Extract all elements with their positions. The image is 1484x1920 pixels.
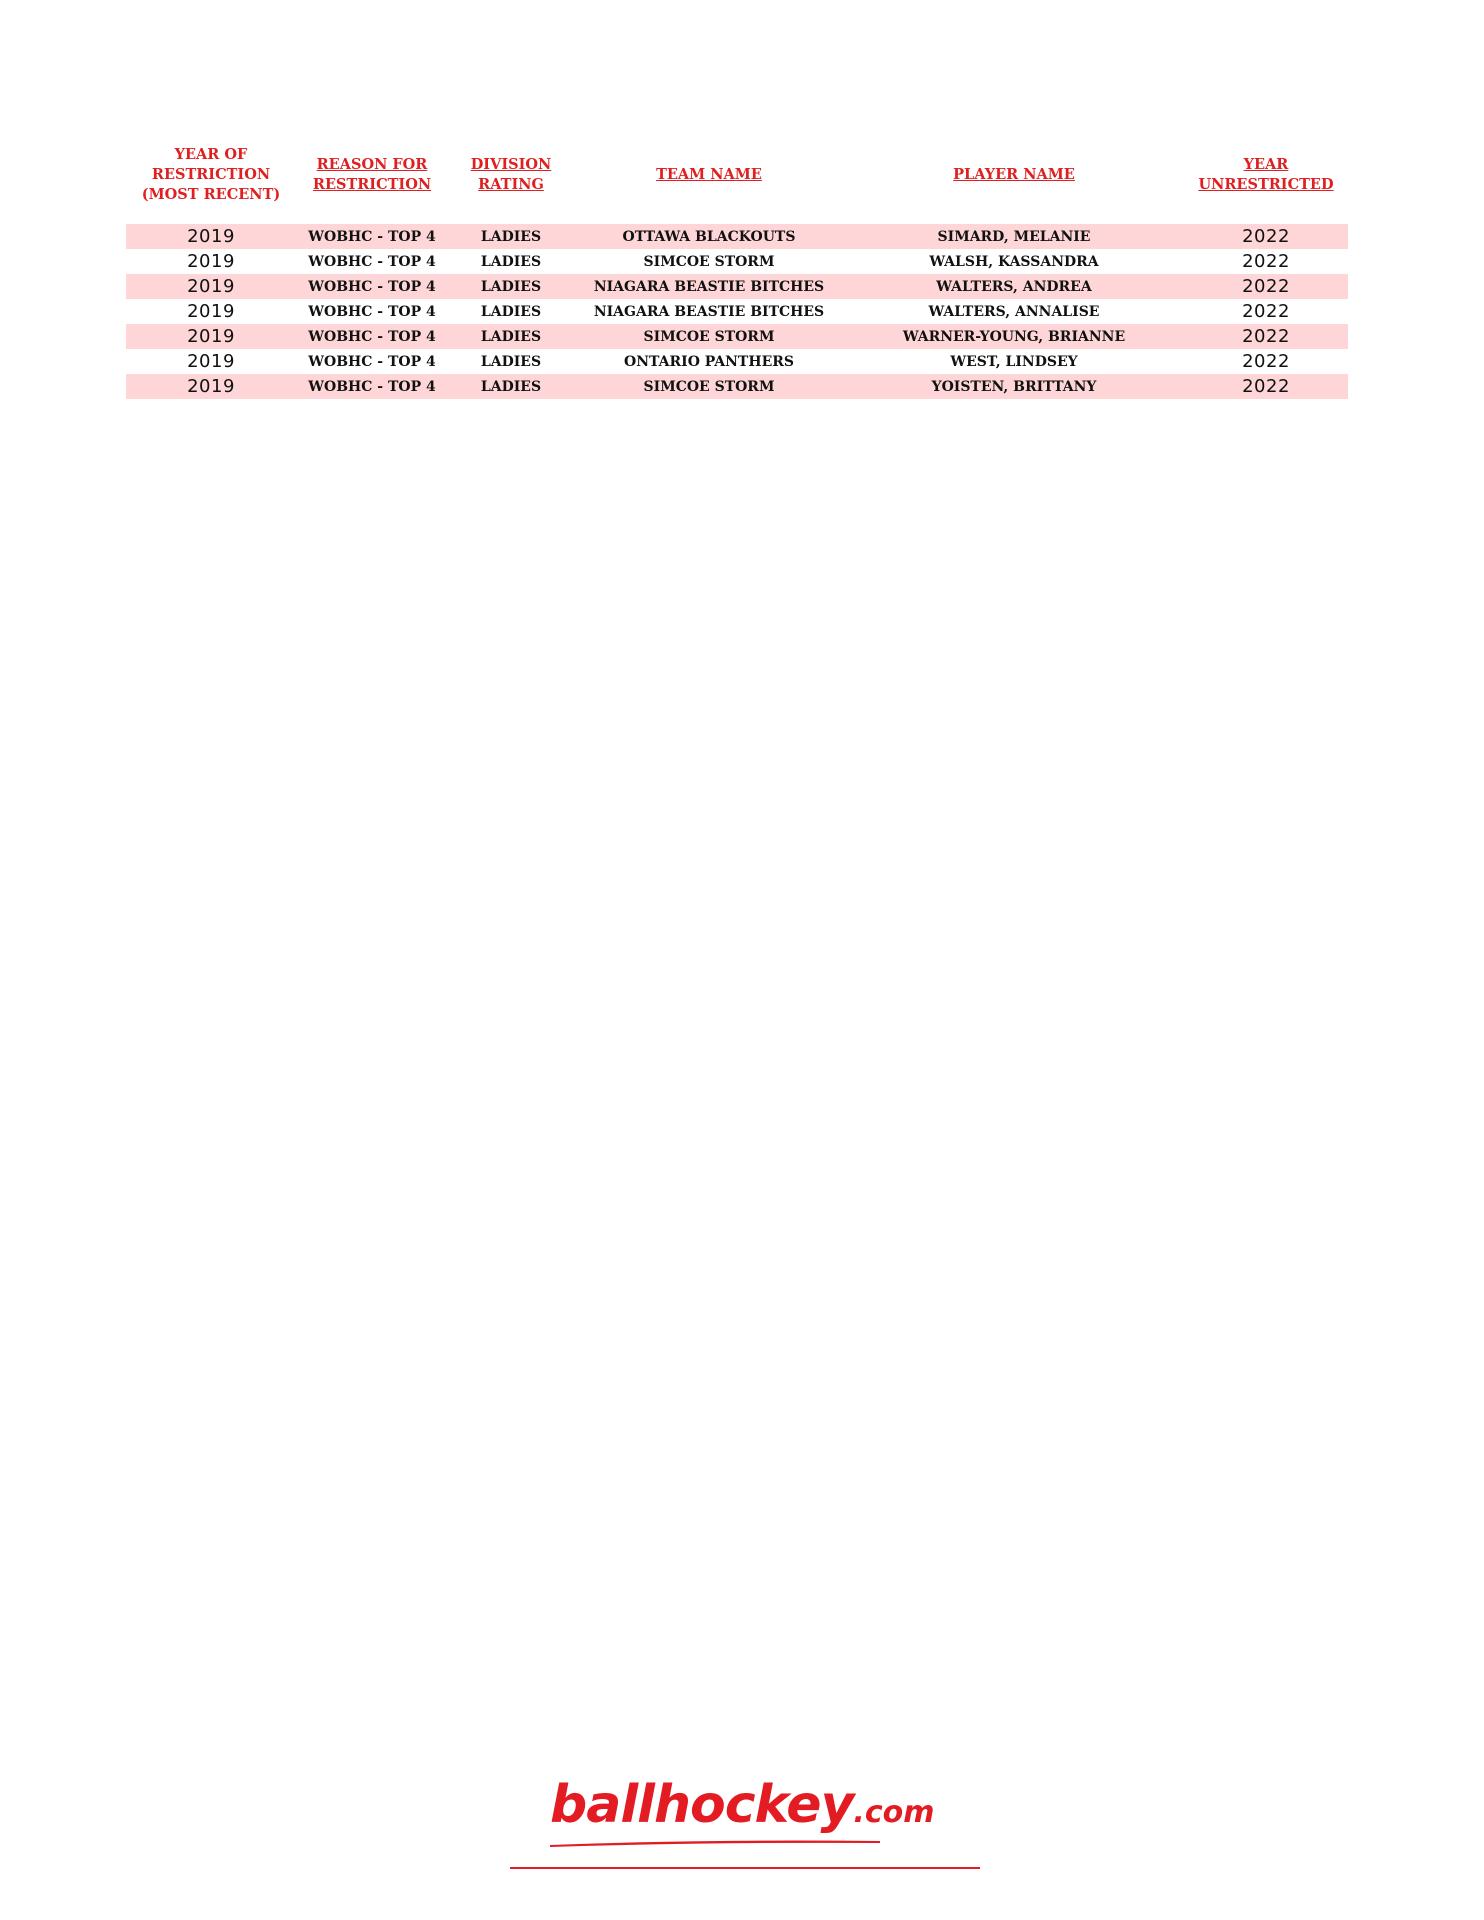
- cell-player: WEST, LINDSEY: [950, 353, 1078, 370]
- cell-year: 2019: [187, 251, 235, 272]
- cell-player: WARNER-YOUNG, BRIANNE: [844, 324, 1184, 349]
- cell-reason: WOBHC - TOP 4: [308, 353, 436, 370]
- cell-year: 2019: [126, 274, 296, 299]
- cell-unrestricted: 2022: [1184, 224, 1348, 249]
- table-row: [126, 349, 1348, 374]
- cell-unrestricted: 2022: [1184, 274, 1348, 299]
- header-team-name: [574, 140, 844, 210]
- cell-player: WALTERS, ANNALISE: [928, 303, 1100, 320]
- header-spacer: [126, 210, 1348, 224]
- logo-domain-text: .com: [853, 1795, 935, 1830]
- header-reason-for-restriction: [296, 140, 448, 210]
- table-row: [126, 374, 1348, 399]
- cell-reason: WOBHC - TOP 4: [296, 374, 448, 399]
- cell-reason: WOBHC - TOP 4: [296, 274, 448, 299]
- cell-team: SIMCOE STORM: [574, 324, 844, 349]
- cell-team: NIAGARA BEASTIE BITCHES: [574, 274, 844, 299]
- table-row: [126, 224, 1348, 249]
- header-year-of-restriction-line3: (MOST RECENT): [141, 186, 281, 203]
- cell-year: 2019: [126, 224, 296, 249]
- cell-unrestricted: 2022: [1184, 324, 1348, 349]
- header-year-of-restriction: [126, 140, 296, 210]
- cell-year: 2019: [187, 351, 235, 372]
- cell-player: SIMARD, MELANIE: [844, 224, 1184, 249]
- cell-division: LADIES: [480, 253, 542, 270]
- table-row: [126, 299, 1348, 324]
- cell-reason: WOBHC - TOP 4: [296, 324, 448, 349]
- cell-player: WALSH, KASSANDRA: [929, 253, 1099, 270]
- header-player-name: [844, 140, 1184, 210]
- header-team-name-label: TEAM NAME: [656, 166, 762, 183]
- header-year-unrestricted-line1: YEAR: [1243, 156, 1289, 173]
- logo-main-text: ballhockey: [550, 1775, 854, 1835]
- header-division-rating: [448, 140, 574, 210]
- cell-reason: WOBHC - TOP 4: [308, 253, 436, 270]
- cell-unrestricted: 2022: [1242, 301, 1290, 322]
- header-reason-line2: RESTRICTION: [312, 176, 432, 193]
- header-year-of-restriction-line2: RESTRICTION: [151, 166, 271, 183]
- cell-year: 2019: [187, 301, 235, 322]
- cell-division: LADIES: [448, 274, 574, 299]
- cell-team: NIAGARA BEASTIE BITCHES: [593, 303, 825, 320]
- restricted-players-table: [126, 140, 1348, 399]
- cell-reason: WOBHC - TOP 4: [308, 303, 436, 320]
- cell-team: OTTAWA BLACKOUTS: [574, 224, 844, 249]
- cell-team: ONTARIO PANTHERS: [624, 353, 794, 370]
- cell-player: YOISTEN, BRITTANY: [844, 374, 1184, 399]
- cell-unrestricted: 2022: [1242, 351, 1290, 372]
- header-reason-line1: REASON FOR: [316, 156, 428, 173]
- cell-division: LADIES: [448, 374, 574, 399]
- header-division-line1: DIVISION: [470, 156, 552, 173]
- table-row: [126, 274, 1348, 299]
- cell-division: LADIES: [480, 303, 542, 320]
- table-row: [126, 324, 1348, 349]
- cell-team: SIMCOE STORM: [574, 374, 844, 399]
- header-division-line2: RATING: [478, 176, 544, 193]
- cell-division: LADIES: [448, 224, 574, 249]
- cell-year: 2019: [126, 374, 296, 399]
- table-header-row: [126, 140, 1348, 210]
- header-year-unrestricted: [1184, 140, 1348, 210]
- cell-division: LADIES: [480, 353, 542, 370]
- ballhockey-logo: [510, 1775, 990, 1865]
- cell-unrestricted: 2022: [1242, 251, 1290, 272]
- table-body: [126, 224, 1348, 399]
- cell-year: 2019: [126, 324, 296, 349]
- restricted-players-table-container: [126, 140, 1348, 399]
- logo-swoosh-icon: [550, 1837, 880, 1847]
- table-row: [126, 249, 1348, 274]
- cell-player: WALTERS, ANDREA: [844, 274, 1184, 299]
- header-year-of-restriction-line1: YEAR OF: [174, 146, 248, 163]
- cell-team: SIMCOE STORM: [643, 253, 775, 270]
- cell-division: LADIES: [448, 324, 574, 349]
- logo-wordmark: [550, 1775, 934, 1835]
- footer-divider: [510, 1867, 980, 1869]
- cell-reason: WOBHC - TOP 4: [296, 224, 448, 249]
- header-year-unrestricted-line2: UNRESTRICTED: [1198, 176, 1334, 193]
- header-player-name-label: PLAYER NAME: [953, 166, 1075, 183]
- cell-unrestricted: 2022: [1184, 374, 1348, 399]
